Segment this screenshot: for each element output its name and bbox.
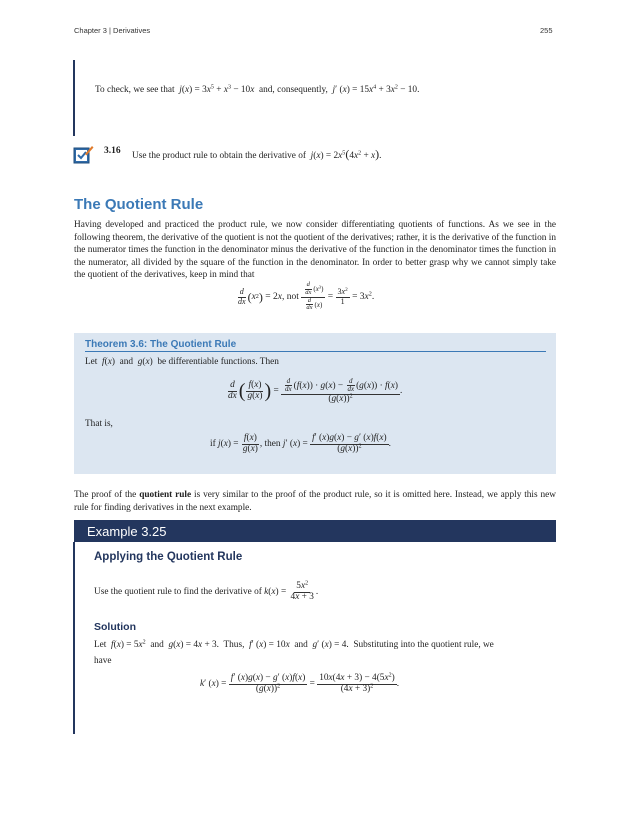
example-header-bar xyxy=(74,520,556,542)
page-number: 255 xyxy=(540,26,553,35)
check-lead: To check, we see that xyxy=(95,85,175,95)
exercise-statement xyxy=(132,147,382,162)
not-word: not xyxy=(286,292,299,303)
section-intro: Having developed and practiced the product rule, we now consider differentiating quotients of functions. As we see in the following theorem, the derivative of the quotient is not the quotient of the derivatives; rather, it is the derivative of the function in the numerator times the function in the denominator minus the derivative of the function in the denominator times the function in the numerator, all divided by the square of the function in the denominator. In order to better grasp why we cannot simply take the quotient of the derivatives, keep in mind that xyxy=(74,220,556,280)
solution-substituting: Substituting into the quotient rule, we xyxy=(353,640,494,650)
quotient-rule-formula: $\frac{d}{dx}$ ( $\frac{f(x)}{g(x)}$ ) = $\frac{d}{dx}$ (f(x)) · g(x) − $\frac{d}{dx}$ (g(x)) · f(x) $(g(x))^2$ . xyxy=(228,377,403,404)
solution-heading: Solution xyxy=(94,621,136,633)
after-theorem-before: The proof of the xyxy=(74,490,137,500)
theorem-title: Theorem 3.6: The Quotient Rule xyxy=(85,339,237,350)
solution-line-1: Let $f(x) = 5x^2$ and g(x) = 4x + 3. Thus, f′ (x) = 10x and g′ (x) = 4. Substituting into the quotient rule, we xyxy=(94,639,494,650)
example-title: Example 3.25 xyxy=(87,524,167,539)
exercise-number: 3.16 xyxy=(104,146,121,156)
solution-thus: Thus, xyxy=(223,640,245,650)
check-connector: and, consequently, xyxy=(259,85,328,95)
if-word: if xyxy=(210,439,216,450)
check-statement xyxy=(95,85,419,95)
theorem-let: Let xyxy=(85,357,98,367)
quotient-rule-term: quotient rule xyxy=(139,490,192,500)
checkpoint-icon xyxy=(73,145,94,164)
check-block-bar xyxy=(73,60,75,136)
then-word: then xyxy=(264,439,281,450)
theorem-rest: be differentiable functions. Then xyxy=(157,357,279,367)
example-prompt-text: Use the quotient rule to find the derivative of xyxy=(94,587,262,598)
section-title: The Quotient Rule xyxy=(74,196,204,213)
example-heading: Applying the Quotient Rule xyxy=(94,551,243,563)
quotient-rule-prime-formula: if j(x) = $\frac{f(x)}{g(x)}$ , then j′ (x) = $\frac{f' (x)g(x) - g' (x)f(x)}{(g(x))^2}$ . xyxy=(210,433,391,454)
that-is-text: That is, xyxy=(85,419,113,429)
check-derivative-equation: j′ $(x) = 15x^4 + 3x^2 - 10$. xyxy=(332,84,420,95)
exercise-equation: $j(x) = 2x^5(4x^2 + x)$. xyxy=(310,147,382,161)
derivative-comparison-equation: $\frac{d}{dx}$ ( x 2 ) = 2x, not $\frac{d}{dx}$ $(x^3)$ $\frac{d}{dx}$ (x) = $\frac{3x^2}{1}$ = $3x^2$. xyxy=(238,281,375,312)
solution-and-2: and xyxy=(294,640,308,650)
solution-let: Let xyxy=(94,640,107,650)
running-header-chapter: Chapter 3 | Derivatives xyxy=(74,26,151,35)
theorem-let-line: Let f(x) and g(x) be differentiable functions. Then xyxy=(85,357,279,367)
after-theorem-paragraph xyxy=(74,489,556,514)
solution-and: and xyxy=(150,640,164,650)
after-theorem-after: is very similar to the proof of the product rule, so it is omitted here. Instead, we apply this new rule for finding derivatives in the next example. xyxy=(74,490,556,513)
solution-derivative-equation: k′ (x) = $\frac{f' (x)g(x) - g' (x)f(x)}{(g(x))^2}$ = $\frac{10x(4x + 3) - 4(5x^2)}{(4x + 3)^2}$ . xyxy=(200,672,400,694)
solution-have: have xyxy=(94,656,112,666)
exercise-text: Use the product rule to obtain the derivative of xyxy=(132,151,307,161)
example-left-bar xyxy=(73,542,75,734)
check-equation: $j(x) = 3x^5 + x^3 - 10x$ xyxy=(179,84,255,95)
theorem-and: and xyxy=(119,357,134,367)
theorem-title-rule xyxy=(85,351,546,352)
example-prompt: Use the quotient rule to find the derivative of k(x) = $\frac{5x^2}{4x + 3}$ . xyxy=(94,580,319,602)
